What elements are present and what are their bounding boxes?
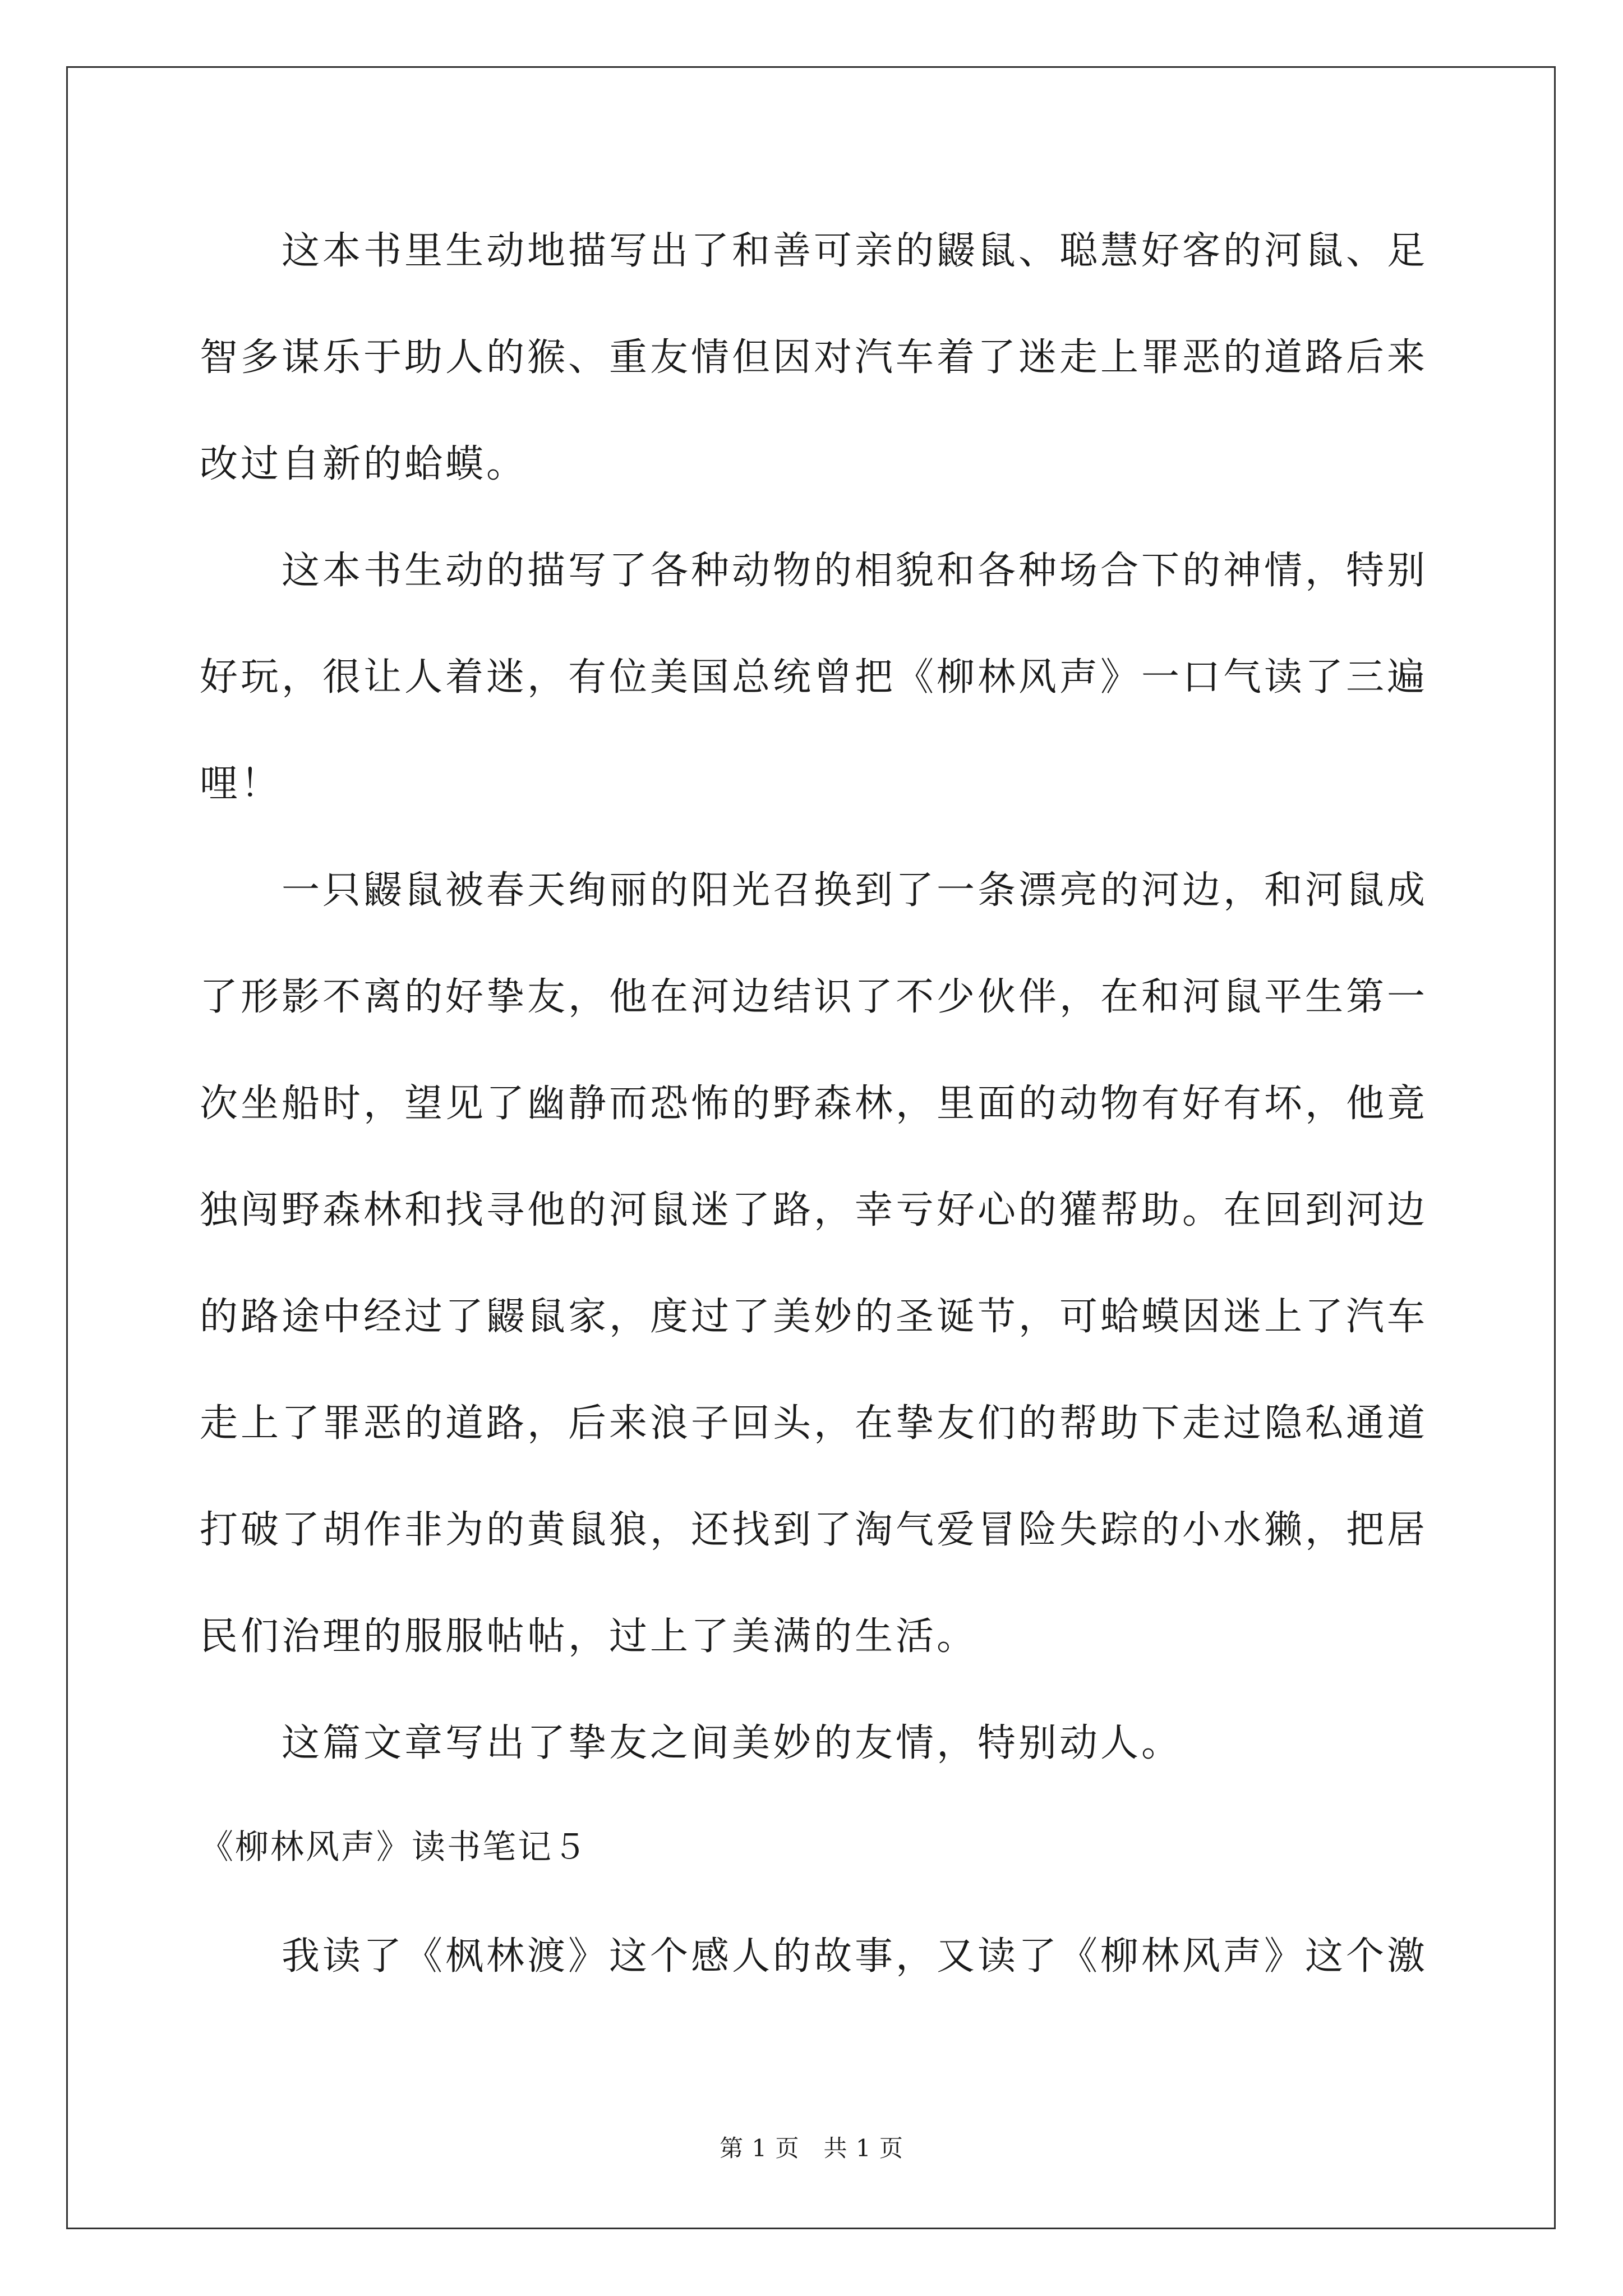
paragraph-3-line-6: 走上了罪恶的道路，后来浪子回头，在挚友们的帮助下走过隐私通道 [200, 1401, 1428, 1446]
section-title: 《柳林风声》读书笔记５ [200, 1828, 588, 1867]
paragraph-3-line-4: 独闯野森林和找寻他的河鼠迷了路，幸亏好心的獾帮助。在回到河边 [200, 1188, 1428, 1232]
paragraph-3-line-8: 民们治理的服服帖帖，过上了美满的生活。 [200, 1614, 978, 1659]
paragraph-1-line-1: 这本书里生动地描写出了和善可亲的鼹鼠、聪慧好客的河鼠、足 [282, 229, 1428, 273]
paragraph-2-line-2: 好玩，很让人着迷，有位美国总统曾把《柳林风声》一口气读了三遍 [200, 655, 1428, 700]
page-border [66, 66, 1556, 2229]
page-footer: 第 1 页 共 1 页 [720, 2134, 903, 2162]
paragraph-1-line-3: 改过自新的蛤蟆。 [200, 442, 528, 486]
paragraph-2-line-3: 哩！ [200, 762, 282, 806]
paragraph-3-line-5: 的路途中经过了鼹鼠家，度过了美妙的圣诞节，可蛤蟆因迷上了汽车 [200, 1295, 1428, 1339]
paragraph-4-line-1: 这篇文章写出了挚友之间美妙的友情，特别动人。 [282, 1721, 1183, 1765]
paragraph-3-line-2: 了形影不离的好挚友，他在河边结识了不少伙伴，在和河鼠平生第一 [200, 975, 1428, 1019]
paragraph-1-line-2: 智多谋乐于助人的猴、重友情但因对汽车着了迷走上罪恶的道路后来 [200, 335, 1428, 380]
paragraph-2-line-1: 这本书生动的描写了各种动物的相貌和各种场合下的神情，特别 [282, 549, 1428, 593]
paragraph-3-line-3: 次坐船时，望见了幽静而恐怖的野森林，里面的动物有好有坏，他竟 [200, 1082, 1428, 1126]
paragraph-3-line-7: 打破了胡作非为的黄鼠狼，还找到了淘气爱冒险失踪的小水獭，把居 [200, 1508, 1428, 1552]
paragraph-5-line-1: 我读了《枫林渡》这个感人的故事，又读了《柳林风声》这个激 [282, 1934, 1428, 1978]
paragraph-3-line-1: 一只鼹鼠被春天绚丽的阳光召换到了一条漂亮的河边，和河鼠成 [282, 868, 1428, 913]
